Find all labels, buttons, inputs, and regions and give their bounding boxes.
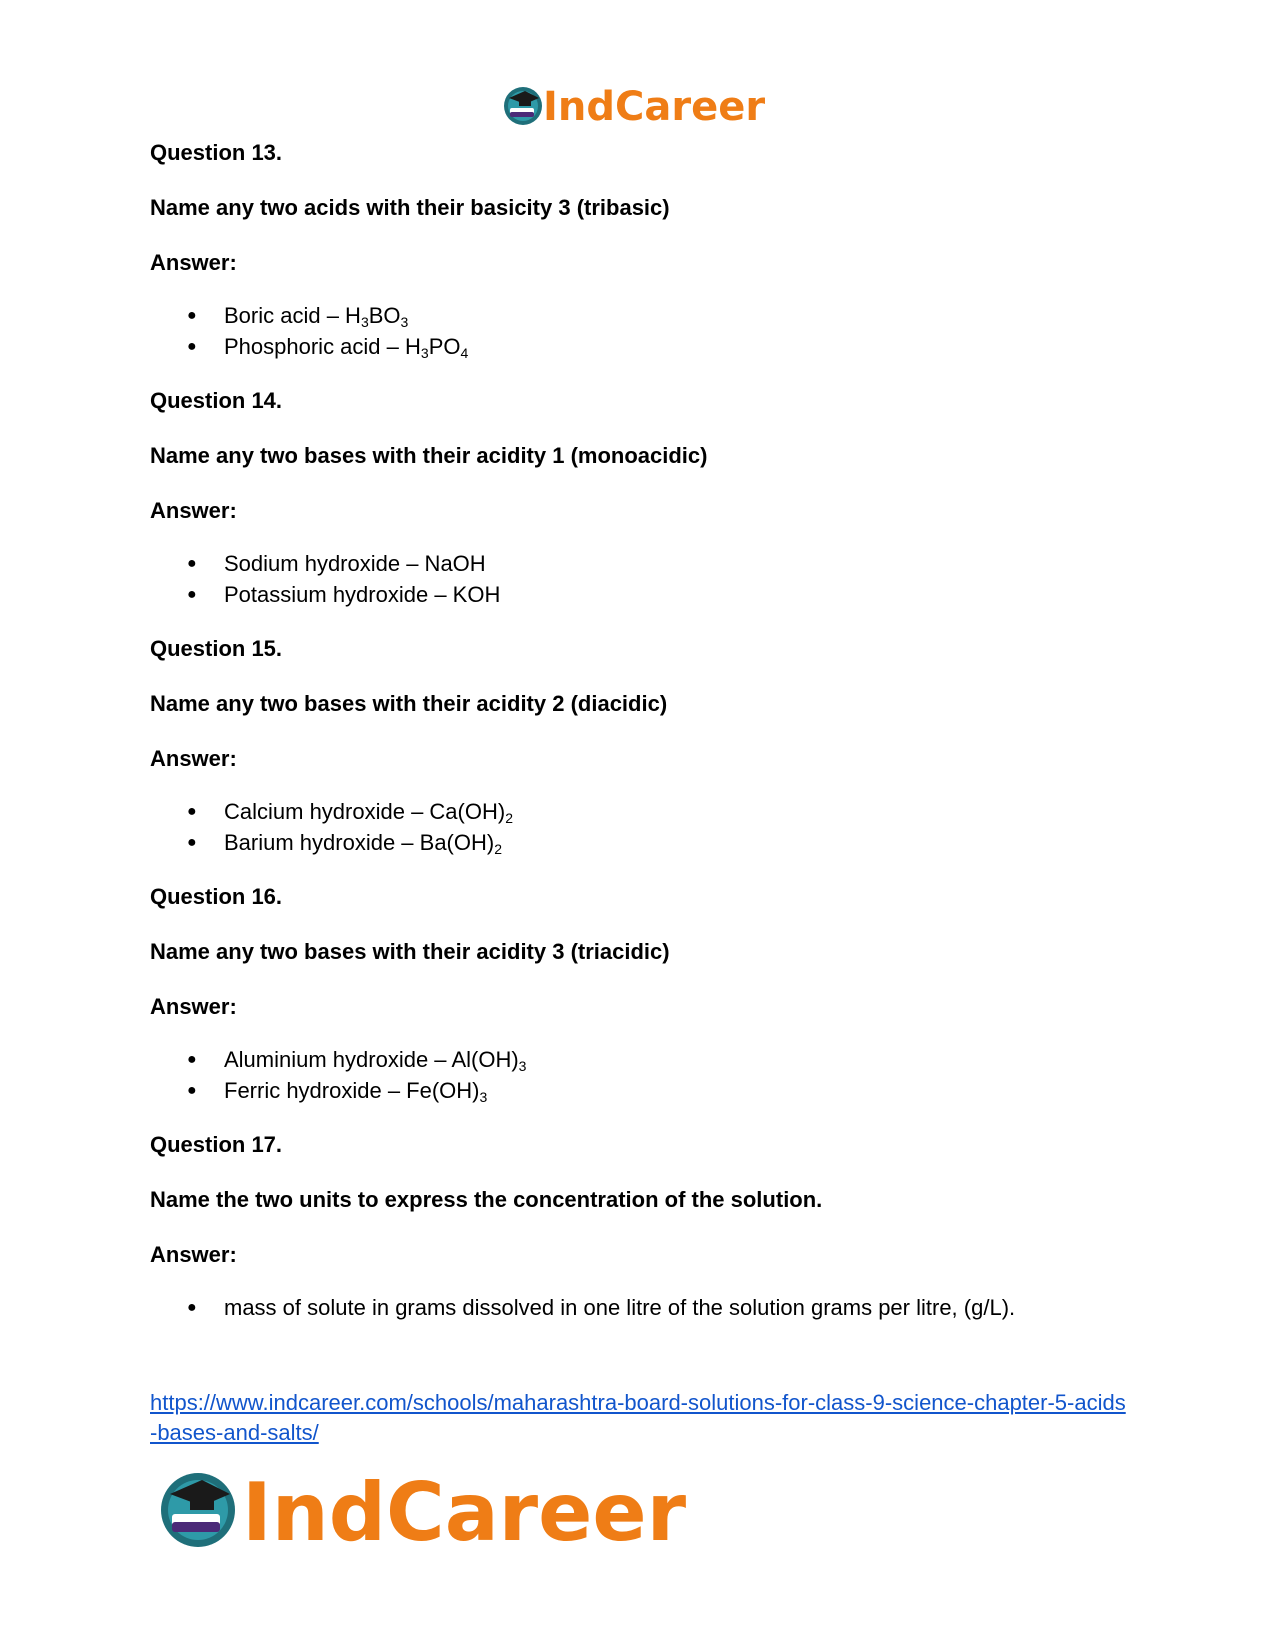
answer-text: Potassium hydroxide – KOH [224,581,501,607]
question-heading: Question 14. [150,388,283,413]
answer-label: Answer: [150,746,237,771]
answer-label: Answer: [150,1242,237,1267]
answer-text: Aluminium hydroxide – Al(OH) [224,1047,519,1072]
formula-part: PO [428,333,461,359]
answer-item [150,580,1140,611]
logo-wordmark: IndCareer [543,84,766,130]
bullet-icon: ● [187,337,197,355]
question-text: Name any two bases with their acidity 1 (monoacidic) [150,443,708,468]
bullet-icon: ● [187,1051,197,1068]
question-block [150,1130,1140,1324]
answer-item [150,1045,1140,1076]
answer-text: Boric acid – H [224,303,361,328]
indcareer-logo-top [503,80,773,130]
question-block [150,882,1140,1106]
answer-text: Sodium hydroxide – NaOH [224,551,486,576]
subscript: 3 [518,1058,527,1074]
answer-list [150,301,1140,362]
graduation-book-icon [504,87,542,125]
source-link[interactable]: https://www.indcareer.com/schools/maharashtra-board-solutions-for-class-9-science-chapter-5-acids-bases-and-salts/ [150,1390,1126,1445]
logo-wordmark: IndCareer [242,1466,687,1557]
subscript: 3 [360,314,369,330]
question-block [150,386,1140,610]
subscript: 3 [420,344,429,361]
bullet-icon: ● [187,307,197,324]
graduation-book-icon [161,1473,235,1547]
answer-list [150,549,1140,610]
bullet-icon: ● [187,555,197,572]
bullet-icon: ● [187,1299,197,1316]
bullet-icon: ● [187,1081,197,1099]
subscript: 2 [505,810,513,826]
answer-text: Calcium hydroxide – Ca(OH) [224,799,506,824]
answer-list [150,1293,1140,1324]
subscript: 2 [494,840,503,857]
question-text: Name any two bases with their acidity 3 (triacidic) [150,939,670,964]
subscript: 3 [479,1088,488,1105]
answer-list [150,1045,1140,1106]
question-text: Name any two acids with their basicity 3 (tribasic) [150,195,670,220]
question-block [150,138,1140,362]
answer-item [150,828,1140,859]
formula-part: BO [368,303,401,328]
document-body [150,138,1140,1348]
bullet-icon: ● [187,585,197,603]
answer-text: Phosphoric acid – H [224,333,421,359]
answer-text: Ferric hydroxide – Fe(OH) [224,1077,480,1103]
question-text: Name the two units to express the concentration of the solution. [150,1187,823,1212]
answer-item [150,332,1140,363]
subscript: 3 [400,314,409,330]
answer-label: Answer: [150,498,237,523]
answer-item [150,301,1140,332]
question-heading: Question 16. [150,884,283,909]
answer-text: Barium hydroxide – Ba(OH) [224,829,495,855]
answer-label: Answer: [150,994,237,1019]
answer-text: mass of solute in grams dissolved in one litre of the solution grams per litre, (g/L). [224,1295,1016,1320]
answer-item [150,1293,1140,1324]
answer-item [150,797,1140,828]
question-block [150,634,1140,858]
answer-item [150,1076,1140,1107]
question-heading: Question 17. [150,1132,283,1157]
answer-label: Answer: [150,250,237,275]
answer-item [150,549,1140,580]
indcareer-logo-bottom [160,1462,700,1557]
question-heading: Question 13. [150,140,283,165]
bullet-icon: ● [187,833,197,851]
question-text: Name any two bases with their acidity 2 (diacidic) [150,691,668,716]
question-heading: Question 15. [150,636,283,661]
answer-list [150,797,1140,858]
bullet-icon: ● [187,803,197,820]
subscript: 4 [460,344,469,361]
